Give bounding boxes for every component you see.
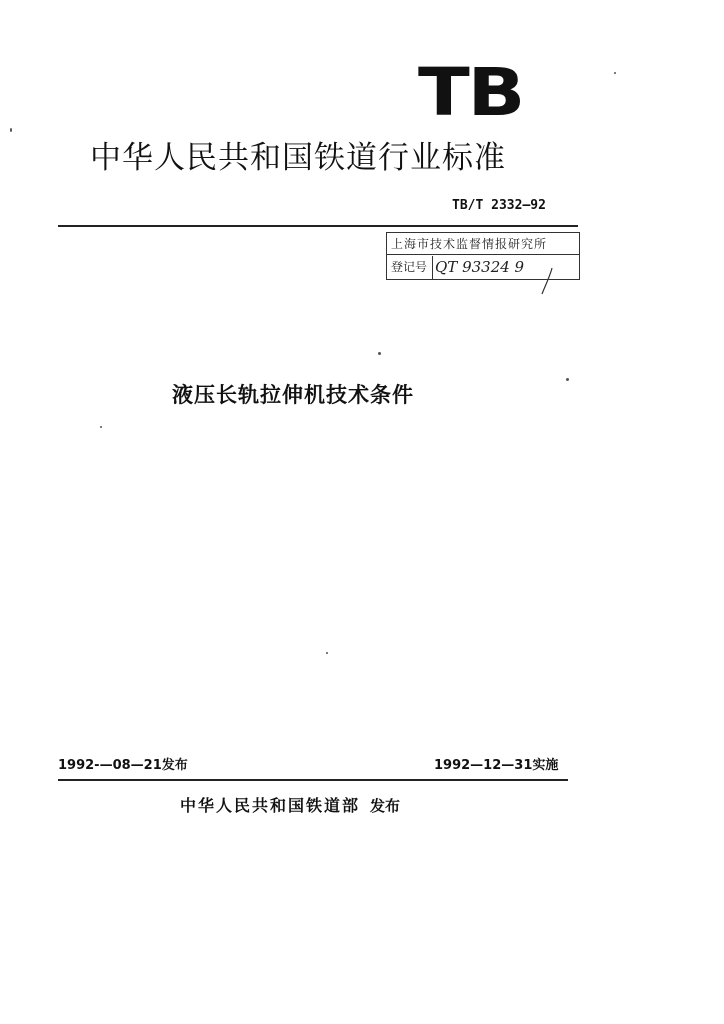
standard-org-title: 中华人民共和国铁道行业标准 [90, 140, 506, 176]
header-divider [58, 225, 578, 227]
standard-number: TB/T 2332—92 [452, 198, 546, 213]
implementation-date: 1992—12—31实施 [434, 758, 559, 773]
publisher-name: 中华人民共和国铁道部 [180, 796, 361, 815]
stamp-reg-value: QT 93324 9 [435, 258, 525, 276]
footer-divider [58, 779, 568, 781]
scan-speck [614, 72, 616, 74]
scan-speck [378, 352, 381, 355]
publisher-suffix: 发布 [370, 797, 401, 815]
stamp-reg-label: 登记号 [387, 256, 433, 279]
stamp-institute: 上海市技术监督情报研究所 [387, 233, 579, 255]
scan-speck [566, 378, 569, 381]
tb-logo: TB [418, 54, 524, 131]
document-title: 液压长轨拉伸机技术条件 [172, 383, 414, 407]
issue-date: 1992-—08—21发布 [58, 758, 188, 773]
scan-speck [326, 652, 328, 654]
scan-speck [10, 128, 12, 132]
scan-speck [100, 426, 102, 428]
publisher-line [180, 796, 400, 816]
handwritten-mark-icon [538, 266, 558, 296]
